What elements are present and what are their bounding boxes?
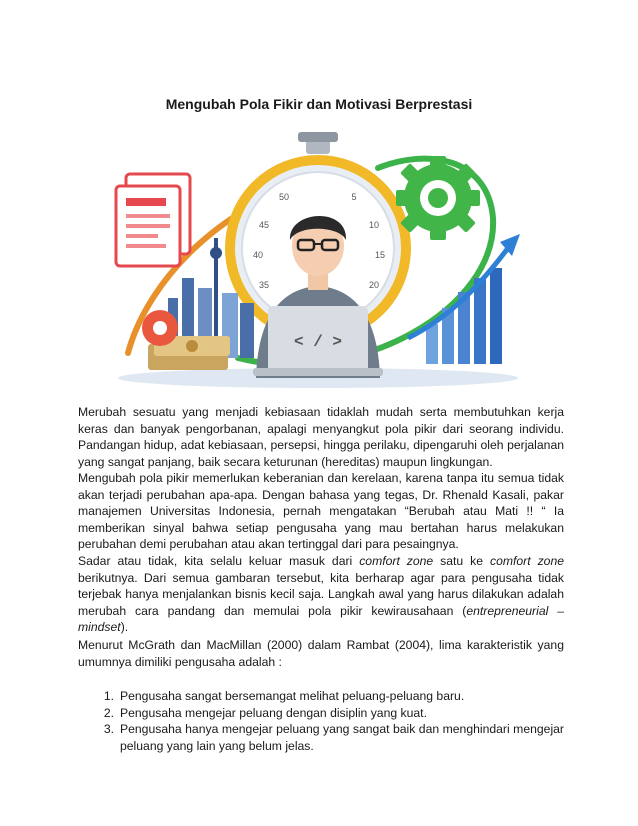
list-text: Pengusaha mengejar peluang dengan disiplin yang kuat. xyxy=(120,705,427,720)
comfort-zone-term: comfort zone xyxy=(359,554,434,568)
paragraph-3-text: satu ke xyxy=(433,554,490,568)
list-item xyxy=(78,721,564,754)
laptop-icon xyxy=(253,306,383,376)
bar-chart-icon xyxy=(408,234,520,364)
paragraph-3-text: ). xyxy=(120,620,129,635)
list-text: Pengusaha sangat bersemangat melihat peluang-peluang baru. xyxy=(120,689,465,703)
paragraph-1: Merubah sesuatu yang menjadi kebiasaan tidaklah mudah serta membutuhkan kerja keras dan banyak pengorbanan, apalagi menyangkut pola pikir dari seorang individu. Pandangan hidup, adat kebiasaan, persepsi, hingga perilaku, dipengaruhi oleh perjalanan yang sangat panjang, baik secara keturunan (hereditas) maupun lingkungan. xyxy=(78,405,564,469)
dial-number: 45 xyxy=(258,220,270,230)
dial-number: 15 xyxy=(374,250,386,260)
paragraph-2: Mengubah pola pikir memerlukan keberanian dan kerelaan, karena tanpa itu semua tidak akan terjadi perubahan apa-apa. Dengan bahasa yang tegas, Dr. Rhenald Kasali, pakar manajemen Universitas Indonesia, pernah mengatakan “Berubah atau Mati !! “ Ia memberikan sinyal bahwa setiap pengusaha yang mau bertahan harus melakukan perubahan demi perubahan atau akan tertinggal dari para pesaingnya. xyxy=(78,471,564,552)
entrepreneurial-mindset-term: entrepreneurial – mindset xyxy=(78,603,564,635)
list-text: Pengusaha hanya mengejar peluang yang sangat baik dan menghindari mengejar peluang yang lain yang belum jelas. xyxy=(120,722,564,753)
document-icon xyxy=(116,174,190,266)
dial-number: 50 xyxy=(278,192,290,202)
dial-number: 20 xyxy=(368,280,380,290)
code-symbol: < / > xyxy=(293,333,343,351)
gear-icon xyxy=(396,156,480,240)
list-number: 1. xyxy=(103,689,114,703)
page-title: Mengubah Pola Fikir dan Motivasi Berprestasi xyxy=(165,96,473,112)
paragraph-3-text: berikutnya. Dari semua gambaran tersebut, kita berharap agar para pengusaha tidak terjebak hanya menjalankan bisnis kecil saja. Langkah awal yang harus dilakukan adalah merubah cara pandang dan memulai pola pikir kewirausahaan ( xyxy=(78,570,564,618)
paragraph-3 xyxy=(78,553,564,636)
comfort-zone-term: comfort zone xyxy=(489,554,564,568)
illustration xyxy=(108,128,528,392)
list-item xyxy=(78,688,564,705)
small-gear-icon xyxy=(142,310,178,346)
characteristics-list xyxy=(78,688,564,754)
dial-number: 10 xyxy=(368,220,380,230)
paragraph-4: Menurut McGrath dan MacMillan (2000) dalam Rambat (2004), lima karakteristik yang umumnya dimiliki pengusaha adalah : xyxy=(78,638,564,669)
list-number: 3. xyxy=(103,722,114,737)
paragraph-3-text: Sadar atau tidak, kita selalu keluar masuk dari xyxy=(78,554,360,568)
dial-number: 40 xyxy=(252,250,264,260)
dial-number: 35 xyxy=(258,280,270,290)
list-item xyxy=(78,705,564,722)
list-number: 2. xyxy=(103,705,114,720)
dial-number: 5 xyxy=(351,192,357,202)
